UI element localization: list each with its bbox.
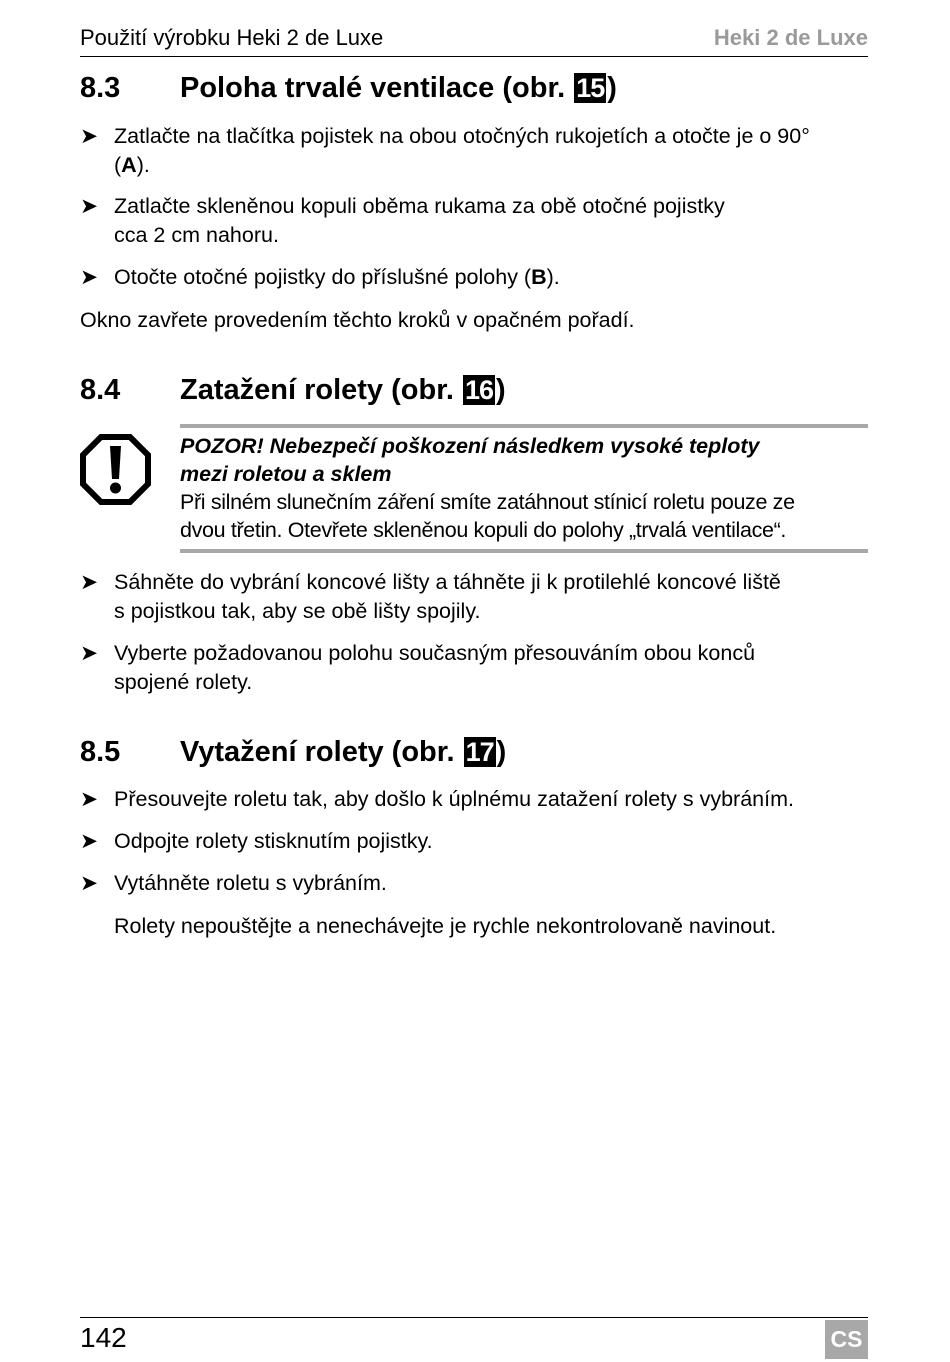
section-title: Poloha trvalé ventilace (obr. 15 ) xyxy=(180,72,617,104)
octagon-exclamation-icon xyxy=(80,434,151,505)
list-item xyxy=(80,192,870,250)
section-note: Okno zavřete provedením těchto kroků v opačném pořadí. xyxy=(80,308,635,332)
bullet-arrow-icon: ➤ xyxy=(80,871,99,895)
figure-ref-badge: 17 xyxy=(465,737,494,767)
section-number: 8.4 xyxy=(80,374,121,406)
figure-ref-badge: 16 xyxy=(465,375,494,405)
list-item xyxy=(80,568,870,626)
warning-bottom-rule xyxy=(180,549,868,553)
bullet-arrow-icon: ➤ xyxy=(80,787,99,811)
list-item xyxy=(80,827,870,856)
bullet-arrow-icon: ➤ xyxy=(80,124,99,148)
bullet-arrow-icon: ➤ xyxy=(80,641,99,665)
bullet-arrow-icon: ➤ xyxy=(80,570,99,594)
list-item xyxy=(80,263,870,292)
step-text: Odpojte rolety stisknutím pojistky. xyxy=(114,829,433,853)
step-text: Zatlačte skleněnou kopuli oběma rukama za obě otočné pojistky cca 2 cm nahoru. xyxy=(114,194,725,247)
warning-text: Při silném slunečním záření smíte zatáhnout stínicí roletu pouze ze dvou třetin. Otevřete skleněnou kopuli do polohy „trvalá ventilace“. xyxy=(180,490,795,542)
section-number: 8.3 xyxy=(80,72,121,104)
step-text: Přesouvejte roletu tak, aby došlo k úplnému zatažení rolety s vybráním. xyxy=(114,787,794,811)
step-text: Zatlačte na tlačítka pojistek na obou otočných rukojetích a otočte je o 90° (A). xyxy=(114,124,810,177)
page-number: 142 xyxy=(80,1322,127,1353)
header-product: Heki 2 de Luxe xyxy=(713,25,868,50)
list-item xyxy=(80,785,870,814)
bullet-arrow-icon: ➤ xyxy=(80,829,99,853)
language-badge: CS xyxy=(825,1320,868,1359)
figure-ref-badge: 15 xyxy=(576,73,605,103)
footer-rule xyxy=(80,1317,868,1318)
bullet-arrow-icon: ➤ xyxy=(80,265,99,289)
section-number: 8.5 xyxy=(80,736,121,768)
warning-top-rule xyxy=(180,424,868,428)
section-note: Rolety nepouštějte a nenechávejte je rychle nekontrolovaně navinout. xyxy=(114,914,777,938)
list-item xyxy=(80,122,870,180)
list-item xyxy=(80,869,870,898)
header-title: Použití výrobku Heki 2 de Luxe xyxy=(80,25,384,50)
bullet-arrow-icon: ➤ xyxy=(80,194,99,218)
section-title: Zatažení rolety (obr. 16 ) xyxy=(180,374,506,406)
list-item xyxy=(80,639,870,697)
page-header xyxy=(80,22,868,57)
step-text: Sáhněte do vybrání koncové lišty a táhněte ji k protilehlé koncové liště s pojistkou tak, aby se obě lišty spojily. xyxy=(114,570,781,623)
warning-title: POZOR! Nebezpečí poškození následkem vysoké teploty mezi roletou a sklem xyxy=(180,434,760,486)
section-title: Vytažení rolety (obr. 17 ) xyxy=(180,736,507,768)
step-text: Vytáhněte roletu s vybráním. xyxy=(114,871,387,895)
step-text: Otočte otočné pojistky do příslušné polohy (B). xyxy=(114,265,560,289)
step-text: Vyberte požadovanou polohu současným přesouváním obou konců spojené rolety. xyxy=(114,641,756,694)
